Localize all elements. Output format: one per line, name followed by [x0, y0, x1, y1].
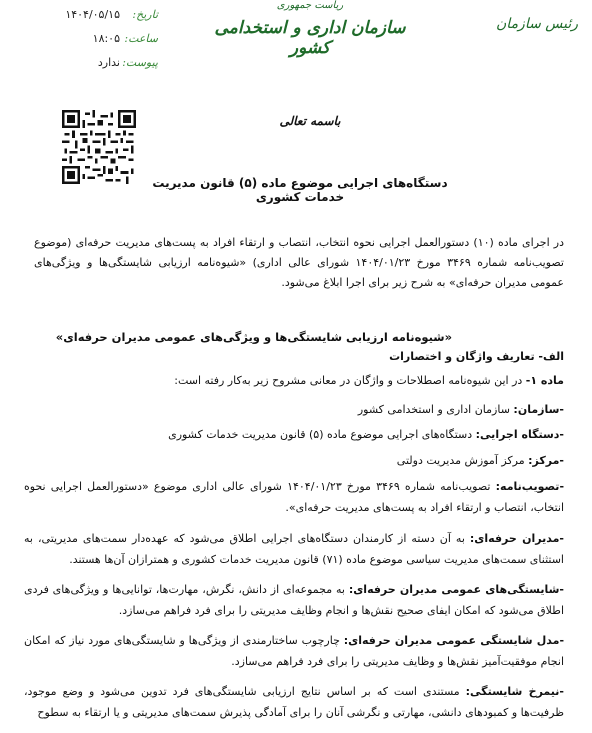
definition-text: تصویب‌نامه شماره ۳۴۶۹ مورخ ۱۴۰۴/۰۱/۲۳ شورای عالی اداری موضوع «دستورالعمل اجرایی نحوه انتخاب، انتصاب و ارتقاء افراد به پست‌های مدیریت حرفه‌ای».	[24, 480, 564, 514]
time-label: ساعت:	[124, 32, 158, 45]
definition-term: -مدل شایستگی عمومی مدیران حرفه‌ای:	[343, 634, 565, 647]
definition-text: به آن دسته از کارمندان دستگاه‌های اجرایی اطلاق می‌شود که عهده‌دار سمت‌های مدیریتی، به استثنای سمت‌های مدیریت سیاسی موضوع ماده (۷۱) قانون مدیریت خدمات کشوری و همترازان آن‌ها هستند.	[24, 532, 564, 566]
recipients-heading: دستگاه‌های اجرایی موضوع ماده (۵) قانون مدیریت خدمات کشوری	[152, 176, 448, 204]
qr-code-icon	[62, 110, 136, 184]
invocation: باسمه تعالی	[279, 114, 341, 128]
definition-term: -سازمان:	[513, 403, 564, 416]
definition-text: مستندی است که بر اساس نتایج ارزیابی شایستگی‌های فرد تدوین می‌شود و وضع موجود، ظرفیت‌ها و کمبودهای دانشی، مهارتی و نگرشی آنان را برای آمادگی پذیرش سمت‌های مدیریتی و یا ارتقاء به سطوح	[24, 685, 564, 719]
definition-term: -تصویب‌نامه:	[495, 480, 565, 493]
time-row	[18, 32, 158, 56]
date-label: تاریخ:	[132, 8, 158, 21]
org-name: سازمان اداری و استخدامی کشور	[214, 18, 406, 58]
article-1-text: در این شیوه‌نامه اصطلاحات و واژگان در معانی مشروح زیر به‌کار رفته است:	[174, 374, 526, 387]
definition-term: -مرکز:	[528, 454, 564, 467]
date-value: ۱۴۰۴/۰۵/۱۵	[65, 8, 120, 21]
definition-item	[24, 450, 564, 471]
definition-item	[24, 528, 564, 570]
definition-term: -مدیران حرفه‌ای:	[469, 532, 564, 545]
article-1-label: ماده ۱-	[525, 374, 564, 387]
date-row	[18, 8, 158, 32]
definition-item	[24, 681, 564, 723]
definition-item	[24, 424, 564, 445]
definition-term: -شایستگی‌های عمومی مدیران حرفه‌ای:	[348, 583, 564, 596]
definition-text: مرکز آموزش مدیریت دولتی	[396, 454, 529, 467]
definition-item	[24, 476, 564, 518]
attachment-value: ندارد	[97, 56, 120, 69]
definition-item	[24, 399, 564, 420]
intro-paragraph: در اجرای ماده (۱۰) دستورالعمل اجرایی نحوه انتخاب، انتصاب و ارتقاء افراد به پست‌های مدیریت حرفه‌ای (موضوع تصویب‌نامه شماره ۳۴۶۹ مورخ ۱۴۰۴/۰۱/۲۳ شورای عالی اداری) «شیوه‌نامه ارزیابی شایستگی‌ها و ویژگی‌های عمومی مدیران حرفه‌ای» به شرح زیر برای اجرا ابلاغ می‌شود.	[34, 236, 564, 289]
article-1	[24, 370, 564, 391]
signature-title: رئیس سازمان	[496, 16, 578, 32]
org-top-line: ریاست جمهوری	[276, 0, 344, 11]
definition-text: چارچوب ساختارمندی از ویژگی‌ها و شایستگی‌های مورد نیاز که امکان انجام موفقیت‌آمیز نقش‌ها و وظایف مدیریتی را برای فرد فراهم می‌سازد.	[24, 634, 564, 668]
document-title: «شیوه‌نامه ارزیابی شایستگی‌ها و ویژگی‌های عمومی مدیران حرفه‌ای»	[55, 330, 452, 344]
time-value: ۱۸:۰۵	[92, 32, 120, 45]
definition-item	[24, 579, 564, 621]
letter-meta	[18, 8, 158, 80]
definition-term: -نیمرخ شایستگی:	[465, 685, 564, 698]
definition-text: به مجموعه‌ای از دانش، نگرش، مهارت‌ها، توانایی‌ها و ویژگی‌های فردی اطلاق می‌شود که امکان ایفای صحیح نقش‌ها و انجام وظایف مدیریتی را برای فرد فراهم می‌سازد.	[24, 583, 564, 617]
definition-item	[24, 630, 564, 672]
definition-text: سازمان اداری و استخدامی کشور	[357, 403, 514, 416]
definition-term: -دستگاه اجرایی:	[475, 428, 564, 441]
definition-text: دستگاه‌های اجرایی موضوع ماده (۵) قانون مدیریت خدمات کشوری	[168, 428, 476, 441]
attachment-row	[18, 56, 158, 80]
section-heading: الف- تعاریف واژگان و اختصارات	[389, 350, 564, 363]
attachment-label: پیوست:	[122, 56, 158, 69]
